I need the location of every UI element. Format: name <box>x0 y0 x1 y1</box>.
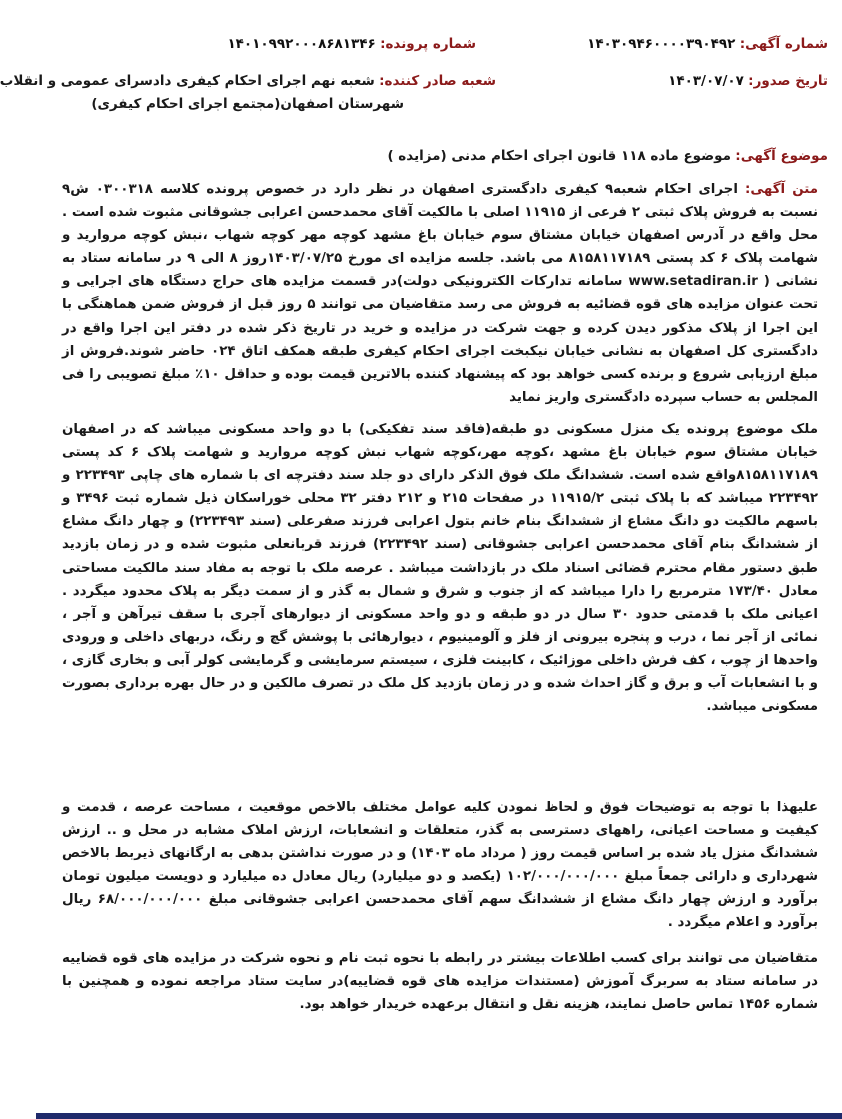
paragraph-2-text: ملک موضوع پرونده یک منزل مسکونی دو طبقه(فاقد سند تفکیکی) با دو واحد مسکونی میباشد که در اصفهان خیابان مشتاق سوم خیابان باغ مشهد ،کوچه مهر،کوچه شهاب نبش کوچه مروارید و شهامت پلاک ۶ کد پستی ۸۱۵۸۱۱۷۱۸۹واقع شده است. ششدانگ ملک فوق الذکر دارای دو جلد سند دفترچه ای با شماره های چاپی ۲۲۳۴۹۳ و ۲۲۳۴۹۲ میباشد که با پلاک ثبتی ۱۱۹۱۵/۲ در صفحات ۲۱۵ و ۲۱۲ دفتر ۳۲ محلی خوراسکان ذیل شماره ثبت ۳۴۹۶ و باسهم مالکیت دو دانگ مشاع از ششدانگ بنام خانم بتول اعرابی فرزند صفرعلی (سند ۲۲۳۴۹۳) و چهار دانگ مشاع از ششدانگ بنام آقای محمدحسن اعرابی جشوقانی (سند ۲۲۳۴۹۲) فرزند قربانعلی مثبوت شده و در زمان بازدید طبق دستور مقام محترم قضائی اسناد ملک در بازداشت میباشد . عرصه ملک با توجه به مفاد سند مالکیت مساحتی معادل ۱۷۳/۴۰ مترمربع را دارا میباشد که از جنوب و شرق و شمال به گذر و از سمت دیگر به پلاک محدود میگردد . اعیانی ملک با قدمتی حدود ۳۰ سال در دو طبقه و دو واحد مسکونی از دیوارهای آجری با سقف تیرآهن و آجر ، نمائی از آجر نما ، درب و پنجره بیرونی از فلز و آلومینیوم ، دیوارهائی با پوشش گچ و رنگ، دربهای داخلی و ورودی واحدها از چوب ، کف فرش داخلی موزائیک ، کابینت فلزی ، سیستم سرمایشی و گرمایشی کولر آبی و بخاری گازی ، و با انشعابات آب و برق و گاز احداث شده و در زمان بازدید کل ملک در تصرف مالکین و در حال بهره برداری بصورت مسکونی میباشد. <box>62 422 819 715</box>
paragraph-3-text: علیهذا با توجه به توضیحات فوق و لحاظ نمودن کلیه عوامل مختلف بالاخص موقعیت ، مساحت عرصه ، قدمت و کیفیت و مساحت اعیانی، راههای دسترسی به گذر، متعلقات و انشعابات، ارزش املاک مشابه در محل و .. ارزش ششدانگ منزل یاد شده بر اساس قیمت روز ( مرداد ماه ۱۴۰۳) و در صورت نداشتن بدهی به ارگانهای ذیربط بالاخص شهرداری و دارائی جمعاً مبلغ ۱۰۲/۰۰۰/۰۰۰/۰۰۰ (یکصد و دو میلیارد) ریال معادل ده میلیارد و دویست میلیون تومان برآورد و ارزش چهار دانگ مشاع از ششدانگ سهم آقای محمدحسن اعرابی جشوقانی مبلغ ۶۸/۰۰۰/۰۰۰/۰۰۰ ریال برآورد و اعلام میگردد . <box>62 800 818 931</box>
bottom-bar <box>36 1113 842 1119</box>
issuing-branch-second-line <box>91 94 404 114</box>
subject-value: موضوع ماده ۱۱۸ قانون اجرای احکام مدنی (مزایده ) <box>387 148 731 164</box>
notice-text-label: متن آگهی: <box>745 182 818 197</box>
issue-date-label: تاریخ صدور: <box>748 73 828 89</box>
notice-paragraph-4 <box>62 947 818 1042</box>
website-link[interactable]: www.setadiran.ir <box>628 274 758 290</box>
paragraph-1-text: اجرای احکام شعبه۹ کیفری دادگستری اصفهان در نظر دارد در خصوص پرونده کلاسه ۰۳۰۰۳۱۸ ش۹ نسبت به فروش پلاک ثبتی ۲ فرعی از ۱۱۹۱۵ اصلی با مالکیت آقای محمدحسن اعرابی جشوقانی مثبوت شده است . محل واقع در آدرس اصفهان خیابان مشتاق سوم خیابان باغ مشهد کوچه مهر کوچه شهاب ،نبش کوچه مروارید و شهامت پلاک ۶ کد پستی ۸۱۵۸۱۱۷۱۸۹ می باشد. جلسه مزایده ای مورخ ۱۴۰۳/۰۷/۲۵روز ۸ الی ۹ در سامانه ستاد به نشانی ( <box>62 182 819 290</box>
paragraph-4-text: متقاضیان می توانند برای کسب اطلاعات بیشتر در رابطه با نحوه ثبت نام و نحوه شرکت در مزایده های قوه قضاییه در سامانه ستاد به سربرگ آموزش (مستندات مزایده های قوه قضاییه)در سایت ستاد مراجعه نموده و همچنین با شماره ۱۴۵۶ تماس حاصل نمایند، هزینه نقل و انتقال برعهده خریدار خواهد بود. <box>62 951 818 1013</box>
notice-number-label: شماره آگهی: <box>739 36 828 52</box>
issue-date-value: ۱۴۰۳/۰۷/۰۷ <box>668 73 744 89</box>
issuing-branch-label: شعبه صادر کننده: <box>379 73 496 89</box>
notice-paragraph-3 <box>62 796 818 931</box>
subject <box>387 146 828 166</box>
notice-number-value: ۱۴۰۳۰۹۴۶۰۰۰۰۳۹۰۴۹۲ <box>587 36 736 52</box>
case-number <box>227 34 476 54</box>
case-number-label: شماره پرونده: <box>380 36 476 52</box>
issuing-branch <box>0 71 496 91</box>
notice-paragraph-1 <box>62 178 818 408</box>
paragraph-1-continued: سامانه تدارکات الکترونیکی دولت)در قسمت مزایده های حراج دستگاه های اجرایی و تحت عنوان مزایده های قوه قضائیه به فروش می رسد متقاضیان می توانند ۵ روز قبل از فروش ضمن هماهنگی با این اجرا از پلاک مذکور دیدن کرده و جهت شرکت در مزایده و خرید در تاریخ ذکر شده در دفتر این اجرا واقع در دادگستری کل اصفهان به نشانی خیابان نیکبخت اجرای احکام کیفری طبقه همکف اتاق ۰۲۴ حاضر شوند.فروش از مبلغ ارزیابی شروع و برنده کسی خواهد بود که پیشنهاد کننده بالاترین قیمت بوده و حداقل ۱۰٪ مبلغ تصویبی را فی المجلس به حساب سپرده دادگستری واریز نماید <box>62 274 819 405</box>
notice-paragraph-2 <box>62 418 818 753</box>
issuing-branch-line2: شهرستان اصفهان(مجتمع اجرای احکام کیفری) <box>91 96 404 112</box>
case-number-value: ۱۴۰۱۰۹۹۲۰۰۰۸۶۸۱۳۴۶ <box>227 36 376 52</box>
issuing-branch-line1: شعبه نهم اجرای احکام کیفری دادسرای عمومی و انقلاب <box>0 73 375 89</box>
issue-date <box>668 71 828 91</box>
notice-number <box>587 34 828 54</box>
subject-label: موضوع آگهی: <box>735 148 828 164</box>
